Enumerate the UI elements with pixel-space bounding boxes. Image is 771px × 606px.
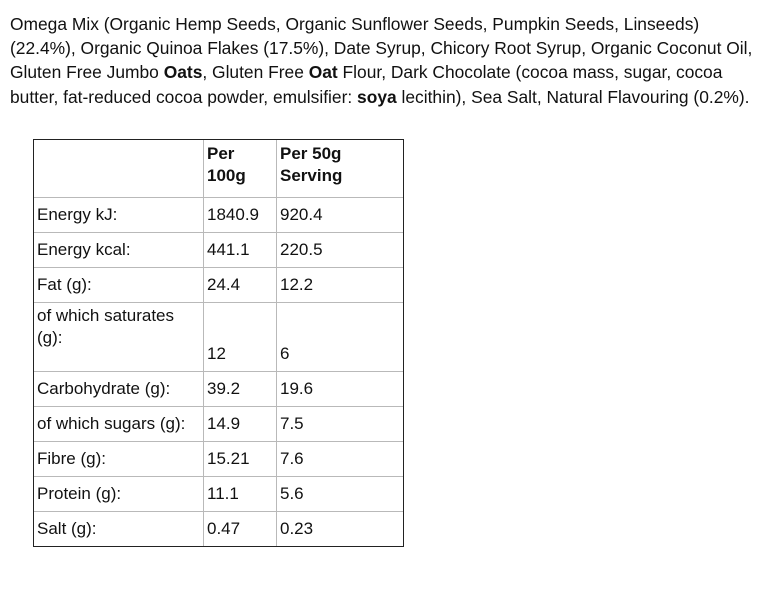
header-per-50g-serving: Per 50g Serving [277, 140, 404, 198]
allergen-oat: Oat [308, 62, 338, 83]
value-per-50g: 7.6 [277, 442, 404, 477]
nutrient-label: Protein (g): [34, 477, 204, 512]
table-row [34, 303, 404, 372]
nutrition-table-header [34, 140, 404, 198]
table-row [34, 407, 404, 442]
value-per-50g: 0.23 [277, 512, 404, 547]
nutrition-table [33, 139, 404, 547]
value-per-50g: 12.2 [277, 268, 404, 303]
nutrient-label: Salt (g): [34, 512, 204, 547]
ingredients-part: Flour, Dark Chocolate (cocoa mass, sugar, cocoa butter, fat-reduced cocoa powder, emulsifier: [10, 62, 723, 107]
ingredients-part: , Gluten Free [202, 62, 309, 83]
nutrient-label: Fibre (g): [34, 442, 204, 477]
header-per-100g: Per 100g [204, 140, 277, 198]
value-per-100g: 12 [204, 303, 277, 372]
value-per-50g: 7.5 [277, 407, 404, 442]
nutrient-label: Carbohydrate (g): [34, 372, 204, 407]
nutrient-label: of which saturates (g): [34, 303, 204, 372]
table-row [34, 198, 404, 233]
value-per-50g: 920.4 [277, 198, 404, 233]
value-per-100g: 11.1 [204, 477, 277, 512]
table-row [34, 233, 404, 268]
value-per-100g: 15.21 [204, 442, 277, 477]
table-row [34, 442, 404, 477]
nutrient-label: Energy kJ: [34, 198, 204, 233]
allergen-oats: Oats [163, 62, 203, 83]
value-per-100g: 14.9 [204, 407, 277, 442]
ingredients-part: lecithin), Sea Salt, Natural Flavouring (0.2%). [396, 86, 750, 107]
value-per-100g: 1840.9 [204, 198, 277, 233]
value-per-50g: 5.6 [277, 477, 404, 512]
value-per-100g: 24.4 [204, 268, 277, 303]
nutrient-label: Energy kcal: [34, 233, 204, 268]
value-per-100g: 441.1 [204, 233, 277, 268]
table-row [34, 512, 404, 547]
value-per-100g: 0.47 [204, 512, 277, 547]
value-per-50g: 6 [277, 303, 404, 372]
ingredients-text [10, 12, 760, 109]
value-per-50g: 220.5 [277, 233, 404, 268]
nutrient-label: Fat (g): [34, 268, 204, 303]
table-row [34, 477, 404, 512]
table-row [34, 268, 404, 303]
ingredients-part: Omega Mix (Organic Hemp Seeds, Organic Sunflower Seeds, Pumpkin Seeds, Linseeds) (22.4%), Organic Quinoa Flakes (17.5%), Date Syrup, Chicory Root Syrup, Organic Coconut Oil, Gluten Free Jumbo [10, 14, 753, 83]
nutrient-label: of which sugars (g): [34, 407, 204, 442]
header-nutrient [34, 140, 204, 198]
value-per-100g: 39.2 [204, 372, 277, 407]
value-per-50g: 19.6 [277, 372, 404, 407]
allergen-soya: soya [357, 86, 397, 107]
table-row [34, 372, 404, 407]
